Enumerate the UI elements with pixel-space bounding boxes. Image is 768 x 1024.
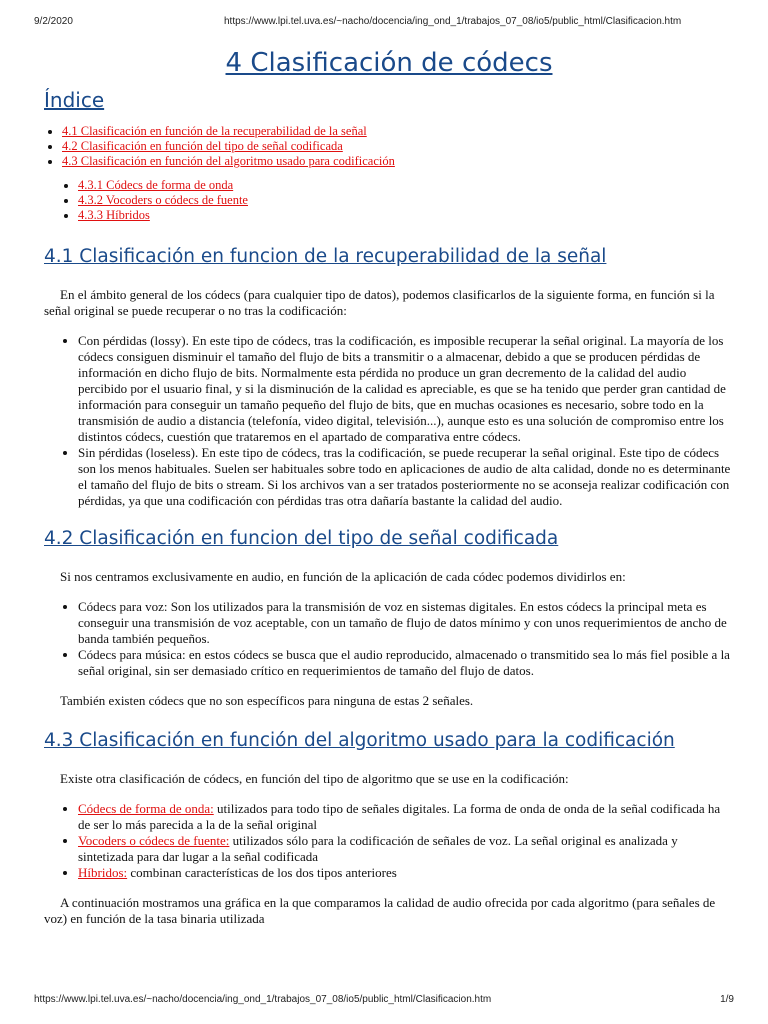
list-item-hybrids	[78, 865, 734, 881]
footer-url: https://www.lpi.tel.uva.es/~nacho/docencia/ing_ond_1/trabajos_07_08/io5/public_html/Clasificacion.htm	[34, 994, 492, 1005]
index-sublist	[44, 178, 734, 223]
section-4-1-intro: En el ámbito general de los códecs (para cualquier tipo de datos), podemos clasificarlos de la siguiente forma, en función si la señal original se puede recuperar o no tras la codificación:	[44, 287, 715, 318]
page-number: 1/9	[720, 994, 734, 1005]
index-link-4-3-2[interactable]: 4.3.2 Vocoders o códecs de fuente	[78, 193, 248, 207]
list-item-voice-codecs: • Códecs para voz: Son los utilizados para la transmisión de voz en sistemas digitales. En estos códecs la principal meta es conseguir una transmisión de voz aceptable, con un tamaño de flujo de datos mínimo y con unos requerimientos de ancho de banda también pequeños.	[78, 599, 734, 647]
index-link-4-2[interactable]: 4.2 Clasificación en función del tipo de señal codificada	[62, 139, 343, 153]
list-item-lossy: • Con pérdidas (lossy). En este tipo de códecs, tras la codificación, es imposible recuperar la señal original. La mayoría de los códecs consiguen disminuir el tamaño del flujo de bits a transmitir o a almacenar, debido a que se producen pérdidas de información en dicho flujo de bits. Normalmente esta pérdida no produce un gran decremento de la calidad del audio percibido por el usuario final, y si la disminución de la calidad es apreciable, es que se ha tenido que perder gran cantidad de información para conseguir un tamaño pequeño del flujo de bits, que en muchas ocasiones es necesario, sobre todo en la transmisión de audio a distancia (telefonía, video digital, televisión...), aunque esto es una solución de compromiso entre los distintos códecs, cuestión que trataremos en el apartado de comparativa entre códecs.	[78, 333, 734, 445]
index-subitem	[78, 178, 734, 193]
index-link-4-3[interactable]: 4.3 Clasificación en función del algoritmo usado para codificación	[62, 154, 395, 168]
index-link-4-1[interactable]: 4.1 Clasificación en función de la recuperabilidad de la señal	[62, 124, 367, 138]
section-4-2-list	[44, 599, 734, 679]
index-item	[62, 139, 734, 154]
section-4-3-list	[44, 801, 734, 881]
section-4-3-title: 4.3 Clasificación en función del algoritmo usado para la codificación	[44, 730, 675, 751]
print-date: 9/2/2020	[34, 16, 73, 27]
document-content	[44, 42, 734, 927]
list-item-vocoders	[78, 833, 734, 865]
index-subitem	[78, 208, 734, 223]
index-item	[62, 154, 734, 169]
section-4-2-intro: Si nos centramos exclusivamente en audio, en función de la aplicación de cada códec podemos dividirlos en:	[60, 569, 626, 584]
waveform-codecs-link[interactable]: Códecs de forma de onda:	[78, 801, 214, 816]
index-subitem	[78, 193, 734, 208]
hybrids-link[interactable]: Híbridos:	[78, 865, 128, 880]
section-4-1-list	[44, 333, 734, 509]
index-item	[62, 124, 734, 139]
list-item-lossless: • Sin pérdidas (loseless). En este tipo de códecs, tras la codificación, se puede recuperar la señal original. Este tipo de códecs son los menos habituales. Suelen ser habituales sobre todo en aplicaciones de audio de alta calidad, donde no es determinante el tamaño del flujo de bits o stream. Si los archivos van a ser tratados posteriormente no se aconseja realizar codificación con pérdidas, ya que una codificación con pérdidas tras otra dañaría bastante la calidad del audio.	[78, 445, 734, 509]
list-item-music-codecs: • Códecs para música: en estos códecs se busca que el audio reproducido, almacenado o transmitido sea lo más fiel posible a la señal original, sin ser demasiado crítico en requerimientos de tamaño del flujo de datos.	[78, 647, 734, 679]
section-4-1-title: 4.1 Clasificación en funcion de la recuperabilidad de la señal	[44, 246, 607, 267]
print-header	[34, 16, 734, 30]
vocoders-text: utilizados sólo para la codificación de señales de voz. La señal original es analizada y sintetizada para dar lugar a la señal codificada	[78, 833, 678, 864]
index-heading: Índice	[44, 88, 105, 112]
vocoders-link[interactable]: Vocoders o códecs de fuente:	[78, 833, 230, 848]
print-url: https://www.lpi.tel.uva.es/~nacho/docencia/ing_ond_1/trabajos_07_08/io5/public_html/Clasificacion.htm	[224, 16, 682, 27]
index-link-4-3-1[interactable]: 4.3.1 Códecs de forma de onda	[78, 178, 234, 192]
print-footer	[34, 994, 734, 1008]
section-4-3-intro: Existe otra clasificación de códecs, en función del tipo de algoritmo que se use en la codificación:	[60, 771, 569, 786]
index-list	[44, 124, 734, 169]
waveform-codecs-text: utilizados para todo tipo de señales digitales. La forma de onda de onda de la señal codificada ha de ser lo más parecida a la de la señal original	[78, 801, 721, 832]
section-4-2-outro: También existen códecs que no son específicos para ninguna de estas 2 señales.	[60, 693, 474, 708]
section-4-3-outro: A continuación mostramos una gráfica en la que comparamos la calidad de audio ofrecida por cada algoritmo (para señales de voz) en función de la tasa binaria utilizada	[44, 895, 716, 926]
section-4-2-title: 4.2 Clasificación en funcion del tipo de señal codificada	[44, 528, 559, 549]
hybrids-text: combinan características de los dos tipos anteriores	[127, 865, 397, 880]
page-title: 4 Clasificación de códecs	[225, 48, 553, 78]
list-item-waveform	[78, 801, 734, 833]
index-link-4-3-3[interactable]: 4.3.3 Híbridos	[78, 208, 150, 222]
